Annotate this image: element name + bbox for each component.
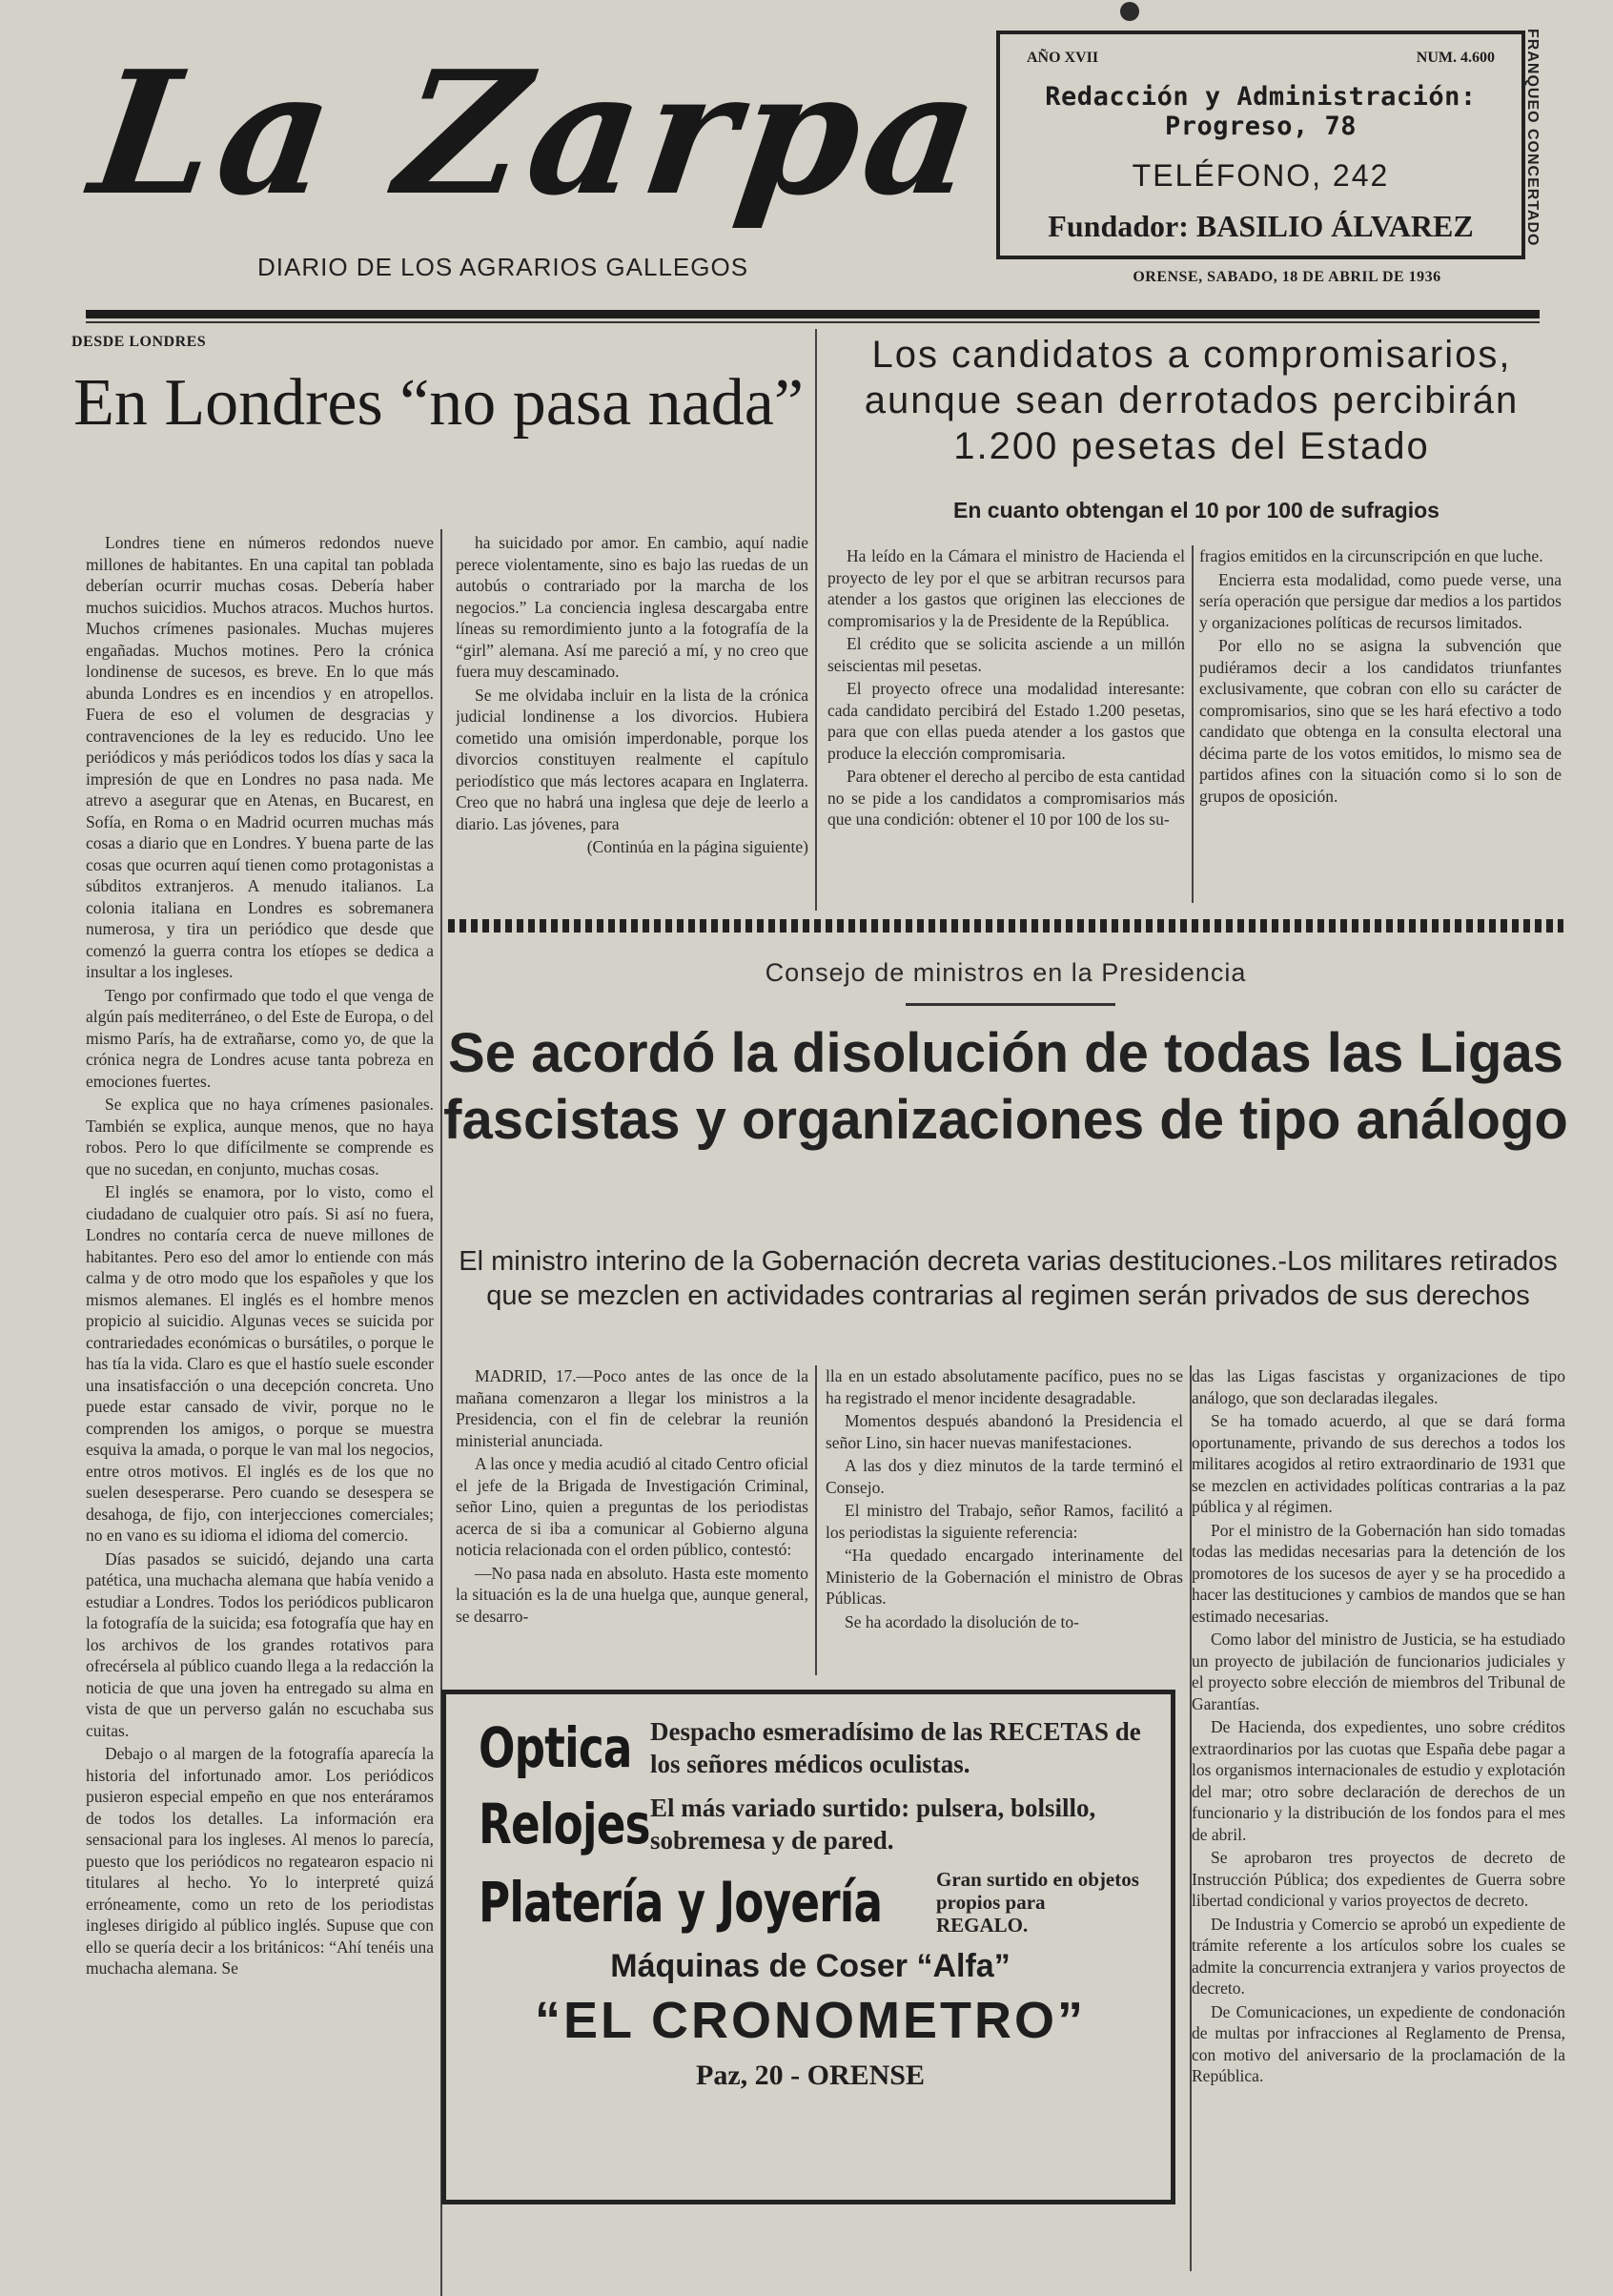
londres-column-1 — [86, 532, 434, 2277]
consejo-kicker: Consejo de ministros en la Presidencia — [765, 958, 1247, 987]
candidatos-paragraph: Para obtener el derecho al percibo de esta cantidad no se pide a los candidatos a compromisarios más que una condición: obtener el 10 por 100 de los su- — [827, 767, 1185, 829]
franqueo-concertado: FRANQUEO CONCERTADO — [1524, 29, 1541, 247]
consejo-paragraph: A las once y media acudió al citado Centro oficial el jefe de la Brigada de Investigación Criminal, señor Lino, quien a preguntas de los periodistas acerca de si iba a comunicar al Gobierno alguna noticia relacionada con el orden público, contestó: — [456, 1454, 808, 1559]
consejo-paragraph: El ministro del Trabajo, señor Ramos, facilitó a los periodistas la siguiente referencia: — [826, 1501, 1183, 1542]
ink-stain — [1120, 2, 1139, 21]
consejo-paragraph: Se ha tomado acuerdo, al que se dará forma oportunamente, privando de sus derechos a todos los militares acogidos al retiro extraordinario de 1931 que se mezclen en actividades políticas contrarias a la paz pública y al régimen. — [1192, 1411, 1565, 1516]
masthead-title: La Zarpa — [81, 33, 996, 233]
masthead-subtitle: DIARIO DE LOS AGRARIOS GALLEGOS — [257, 253, 749, 281]
londres-paragraph: El inglés se enamora, por lo visto, como el ciudadano de cualquier otro país. Si así no fuera, Londres no contaría cerca de nueve millones de habitantes. Pero eso del amor lo entiende con más calma y de otro modo que los españoles y que los mismos alemanes. El inglés es el hombre menos propicio al suicidio. Algunas veces se suicida por contrariedades económicas o bursátiles, o porque le has tía la vida. Claro es que el hastío suele esconder una insatisfacción o una decepción concreta. Uno puede estar cansado de vivir, porque no le comprenden los amigos, o porque se muestra esquiva la amada, o porque le van mal los negocios, entre otros motivos. El inglés es de los que no suelen desesperarse. Pero cuando se desespera se desahoga, de fijo, con interjecciones comerciales; no en vano es su idioma el idioma del comercio. — [86, 1182, 434, 1545]
consejo-paragraph: MADRID, 17.—Poco antes de las once de la mañana comenzaron a llegar los ministros a la Presidencia, con el fin de celebrar la reunión ministerial anunciada. — [456, 1366, 808, 1450]
candidatos-column-2 — [1199, 545, 1562, 903]
consejo-paragraph: Momentos después abandonó la Presidencia el señor Lino, sin hacer nuevas manifestaciones. — [826, 1411, 1183, 1452]
ad-maquinas: Máquinas de Coser “Alfa” — [610, 1948, 1011, 1984]
londres-paragraph: Tengo por confirmado que todo el que venga de algún país mediterráneo, o del Este de Europa, o del mismo París, ha de extrañarse, como yo, de que la crónica negra de Londres acuse tanta pobreza en emociones fuertes. — [86, 985, 434, 1091]
dotted-separator — [448, 919, 1563, 933]
issue-year: AÑO XVII — [1027, 50, 1099, 66]
ad-optica-row — [479, 1715, 1142, 1780]
consejo-headline: Se acordó la disolución de todas las Ligas fascistas y organizaciones de tipo análogo — [443, 1022, 1568, 1151]
consejo-deck: El ministro interino de la Gobernación decreta varias destituciones.-Los militares retirados que se mezclen en actividades contrarias al regimen serán privados de sus derechos — [459, 1246, 1558, 1311]
candidatos-paragraph: El proyecto ofrece una modalidad interesante: cada candidato percibirá del Estado 1.200 pesetas, para que con ellas pueda atender a los gastos que produce la elección compromisaria. — [827, 679, 1185, 763]
candidatos-subhead: En cuanto obtengan el 10 por 100 de sufragios — [953, 498, 1439, 523]
column-divider — [815, 1365, 817, 1675]
londres-paragraph: Londres tiene en números redondos nueve millones de habitantes. En una capital tan poblada deberían ocurrir muchas cosas. Debería haber muchos suicidios. Muchos atracos. Muchos hurtos. Muchos crímenes pasionales. Muchas mujeres engañadas. Muchos motines. Pero la crónica londinense de sucesos, es breve. En lo que más abunda Londres es en incendios y en atropellos. Fuera de eso el volumen de desgracias y contravenciones de la ley es reducido. Uno lee periódicos y más periódicos todos los días y saca la impresión de que en Londres no pasa nada. Me atrevo a asegurar que en Atenas, en Bucarest, en Sofía, en Roma o en Madrid ocurren muchas más cosas a diario que en Londres. Y buena parte de las cosas que ocurren aquí tienen como protagonistas a súbditos extranjeros. A menudo italianos. La colonia italiana en Londres es sobremanera numerosa, y tira un periódico que desde que comenzó la guerra contra los etíopes se dedica a insultar a los ingleses. — [86, 533, 434, 981]
ad-relojes-row — [479, 1792, 1142, 1856]
consejo-column-3 — [1192, 1365, 1565, 2276]
candidatos-paragraph: El crédito que se solicita asciende a un millón seiscientas mil pesetas. — [827, 634, 1185, 675]
consejo-paragraph: Se ha acordado la disolución de to- — [845, 1611, 1079, 1631]
ad-plateria-row — [479, 1868, 1142, 1937]
consejo-paragraph: De Comunicaciones, un expediente de condonación de multas por infracciones al Reglamento de Prensa, con motivo del aniversario de la proclamación de la República. — [1192, 2001, 1565, 2085]
londres-paragraph: Días pasados se suicidó, dejando una carta patética, una muchacha alemana que había venido a estudiar a Londres. Todos los periódicos publicaron la fotografía de la suicida; esa fotografía que hay en los archivos de los grandes rotativos para ofrecérsela al público cuando llega a la redacción la noticia de que una joven ha entregado su alma en vista de que un perverso galán no escuchaba sus cuitas. — [86, 1548, 434, 1740]
londres-headline: En Londres “no pasa nada” — [73, 366, 804, 440]
masthead-info-box — [996, 31, 1525, 259]
consejo-paragraph: Por el ministro de la Gobernación han sido tomadas todas las medidas necesarias para la detención de los promotores de los sucesos de ayer y se ha procedido a hacer las destituciones y cambios de mandos que se han estimado necesarias. — [1192, 1520, 1565, 1626]
consejo-paragraph: “Ha quedado encargado interinamente del Ministerio de la Gobernación el ministro de Obras Públicas. — [826, 1546, 1183, 1608]
candidatos-column-1 — [827, 545, 1185, 903]
founder: Fundador: BASILIO ÁLVAREZ — [1048, 209, 1474, 243]
continuation-note: (Continúa en la página siguiente) — [586, 837, 808, 856]
londres-paragraph: ha suicidado por amor. En cambio, aquí nadie perece violentamente, sino es bajo las ruedas de un autobús o contrariado por la marcha de los negocios.” La conciencia inglesa descargaba entre líneas su remordimiento junto a la fotografía de la “girl” alemana. Así me pareció a mí, y no creo que fuera muy descaminado. — [456, 533, 808, 681]
consejo-paragraph: Se aprobaron tres proyectos de decreto de Instrucción Pública; dos expedientes de Guerra sobre libertad condicional y varios proyectos de decreto. — [1192, 1848, 1565, 1910]
ad-relojes-title: Relojes — [479, 1792, 650, 1856]
candidatos-paragraph: Encierra esta modalidad, como puede verse, una sería operación que persigue dar medios a los partidos y organizaciones políticas de recursos limitados. — [1199, 569, 1562, 632]
consejo-paragraph: Como labor del ministro de Justicia, se ha estudiado un proyecto de jubilación de funcionarios judiciales y el proyecto sobre elección de miembros del Tribunal de Garantías. — [1192, 1630, 1565, 1713]
advertisement-box — [441, 1690, 1175, 2204]
consejo-paragraph: das las Ligas fascistas y organizaciones de tipo análogo, que son declaradas ilegales. — [1192, 1366, 1565, 1407]
ad-relojes-desc: El más variado surtido: pulsera, bolsillo, sobremesa y de pared. — [650, 1794, 1096, 1855]
telephone: TELÉFONO, 242 — [1132, 158, 1390, 193]
ad-address: Paz, 20 - ORENSE — [696, 2060, 925, 2091]
consejo-paragraph: lla en un estado absolutamente pacífico, pues no se ha registrado el menor incidente desagradable. — [826, 1366, 1183, 1407]
ad-plateria-title: Platería y Joyería — [479, 1870, 883, 1935]
kicker-underline — [906, 1003, 1115, 1006]
consejo-paragraph: A las dos y diez minutos de la tarde terminó el Consejo. — [826, 1456, 1183, 1497]
ad-plateria-desc: Gran surtido en objetos propios para REGALO. — [936, 1868, 1139, 1937]
issue-number: NUM. 4.600 — [1416, 50, 1495, 66]
londres-kicker: DESDE LONDRES — [71, 334, 207, 350]
candidatos-paragraph: Por ello no se asigna la subvención que pudiéramos decir a los candidatos triunfantes exclusivamente, que cobran con ello su carácter de compromisarios, sino que se les hará efectivo a todo candidato que obtenga en la consulta electoral una décima parte de los votos emitidos, lo mismo sea de partidos afines con la situación como si lo son de grupos de oposición. — [1199, 636, 1562, 806]
consejo-column-2 — [826, 1365, 1183, 1675]
consejo-paragraph: De Industria y Comercio se aprobó un expediente de trámite referente a los artículos sobre los cuales se admite la concurrencia extranjera y varios proyectos de decreto. — [1192, 1914, 1565, 1998]
issue-row — [1027, 50, 1495, 67]
column-divider — [1192, 545, 1194, 903]
ad-optica-desc: Despacho esmeradísimo de las RECETAS de los señores médicos oculistas. — [650, 1717, 1141, 1778]
redaccion-address: Redacción y Administración: Progreso, 78 — [1045, 82, 1477, 141]
candidatos-paragraph: fragios emitidos en la circunscripción en que luche. — [1199, 546, 1543, 565]
date-line: ORENSE, SABADO, 18 DE ABRIL DE 1936 — [1133, 269, 1441, 285]
consejo-column-1 — [456, 1365, 808, 1675]
londres-paragraph: Debajo o al margen de la fotografía aparecía la historia del infortunado amor. Los periódicos pusieron especial empeño en que nos enteráramos de todos los detalles. La información era sensacional para los ingleses. Al menos lo parecía, puesto que los periódicos no regatearon espacio ni titulares al hecho. Yo lo interpreté quizá erróneamente, como un reto de los periodistas ingleses dirigido al público inglés. Supuse que con ello se quería decir a los británicos: “Ahí tenéis una muchacha alemana. Se — [86, 1744, 434, 1978]
ad-optica-title: Optica — [479, 1715, 632, 1780]
londres-paragraph: Se explica que no haya crímenes pasionales. También se explica, aunque menos, que no haya robos. Pero lo que difícilmente se comprende es que no sucedan, en conjunto, muchas cosas. — [86, 1095, 434, 1179]
londres-column-2 — [456, 532, 808, 899]
masthead-rule-thin — [86, 321, 1540, 323]
candidatos-paragraph: Ha leído en la Cámara el ministro de Hacienda el proyecto de ley por el que se arbitran recursos para atender a los gastos que originen las elecciones de compromisarios y la de Presidente de la República. — [827, 546, 1185, 630]
consejo-paragraph: —No pasa nada en absoluto. Hasta este momento la situación es la de una huelga que, aunque general, se desarro- — [456, 1563, 808, 1626]
londres-paragraph: Se me olvidaba incluir en la lista de la crónica judicial londinense a los divorcios. Hubiera cometido una omisión imperdonable, porque los divorcios constituyen realmente el capítulo periodístico que más lectores acapara en Inglaterra. Creo que no habrá una inglesa que deje de leerlo a diario. Las jóvenes, para — [456, 685, 808, 833]
consejo-paragraph: De Hacienda, dos expedientes, uno sobre créditos extraordinarios por las cuotas que España debe pagar a los organismos internacionales de estudio y explotación del mar; otro sobre declaración de derechos de un funcionario y la distribución de los fondos para el mes de abril. — [1192, 1717, 1565, 1844]
column-divider — [815, 329, 817, 911]
ad-cronometro: “EL CRONOMETRO” — [534, 1992, 1086, 2049]
candidatos-headline: Los candidatos a compromisarios, aunque sean derrotados percibirán 1.200 pesetas del Estado — [864, 334, 1520, 467]
masthead-rule — [86, 310, 1540, 318]
